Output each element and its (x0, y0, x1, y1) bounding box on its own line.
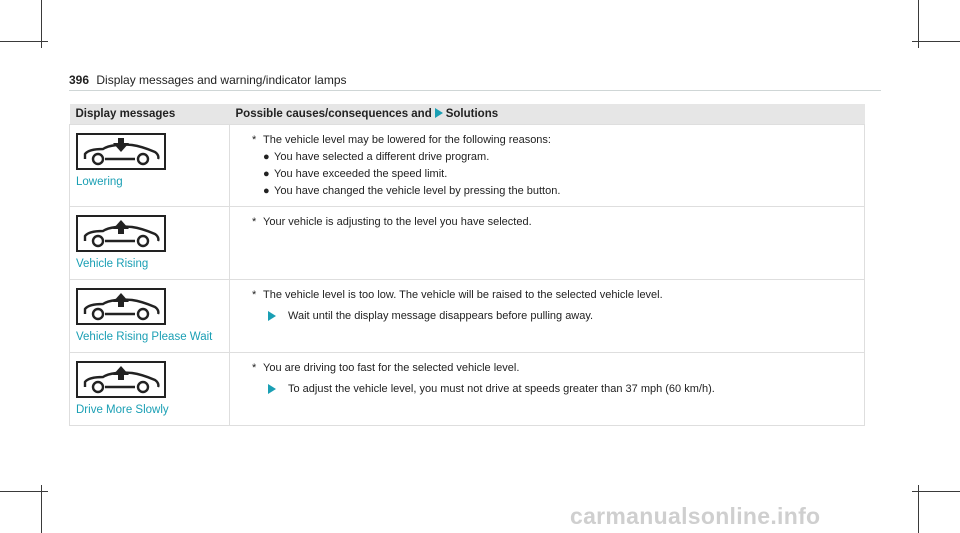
table-row (70, 280, 865, 353)
cause-list (252, 149, 854, 200)
crop-mark (0, 41, 48, 42)
cause-marker: * (252, 134, 257, 146)
bullet-icon: ● (263, 151, 270, 163)
header-solutions-label: Solutions (445, 108, 499, 120)
causes-cell (230, 353, 865, 426)
message-label: Vehicle Rising Please Wait (76, 331, 213, 343)
table-row (70, 207, 865, 280)
solution-step: To adjust the vehicle level, you must not drive at speeds greater than 37 mph (60 km/h). (252, 381, 854, 397)
message-cell (70, 353, 230, 426)
header-causes-label: Possible causes/consequences and (235, 108, 432, 120)
list-item: ● You have changed the vehicle level by pressing the button. (263, 183, 854, 200)
solution-arrow-icon (268, 311, 276, 321)
solution-step: Wait until the display message disappears before pulling away. (252, 308, 854, 324)
causes-cell (230, 207, 865, 280)
vehicle-level-rising-icon (76, 215, 166, 252)
table-row (70, 125, 865, 207)
vehicle-level-rising-icon (76, 361, 166, 398)
cause-text: * The vehicle level is too low. The vehicle will be raised to the selected vehicle level. (252, 289, 663, 301)
cause-marker: * (252, 362, 257, 374)
vehicle-level-lowering-icon (76, 133, 166, 170)
cause-text: * Your vehicle is adjusting to the level you have selected. (252, 216, 532, 228)
list-item: ● You have exceeded the speed limit. (263, 166, 854, 183)
cause-marker: * (252, 216, 257, 228)
message-label: Lowering (76, 176, 123, 188)
cause-text: * You are driving too fast for the selected vehicle level. (252, 362, 520, 374)
table-header-row (70, 104, 865, 125)
list-item: ● You have selected a different drive program. (263, 149, 854, 166)
causes-cell (230, 280, 865, 353)
message-label: Vehicle Rising (76, 258, 149, 270)
cause-marker: * (252, 289, 257, 301)
page-header (69, 73, 347, 87)
column-header-causes-solutions (230, 104, 865, 125)
page-number: 396 (69, 73, 90, 87)
bullet-icon: ● (263, 185, 270, 197)
crop-mark (912, 41, 960, 42)
vehicle-level-rising-icon (76, 288, 166, 325)
message-cell (70, 280, 230, 353)
header-divider (69, 90, 881, 91)
message-cell (70, 207, 230, 280)
bullet-icon: ● (263, 168, 270, 180)
column-header-display-messages: Display messages (70, 104, 230, 125)
crop-mark (912, 491, 960, 492)
message-label: Drive More Slowly (76, 404, 169, 416)
message-cell (70, 125, 230, 207)
solution-arrow-icon (268, 384, 276, 394)
section-title: Display messages and warning/indicator lamps (96, 73, 347, 87)
display-messages-table (69, 104, 865, 426)
watermark: carmanualsonline.info (570, 503, 821, 529)
table-row (70, 353, 865, 426)
crop-mark (41, 485, 42, 533)
crop-mark (0, 491, 48, 492)
causes-cell (230, 125, 865, 207)
solution-arrow-icon (435, 108, 443, 118)
cause-text: * The vehicle level may be lowered for the following reasons: (252, 134, 551, 146)
crop-mark (918, 485, 919, 533)
